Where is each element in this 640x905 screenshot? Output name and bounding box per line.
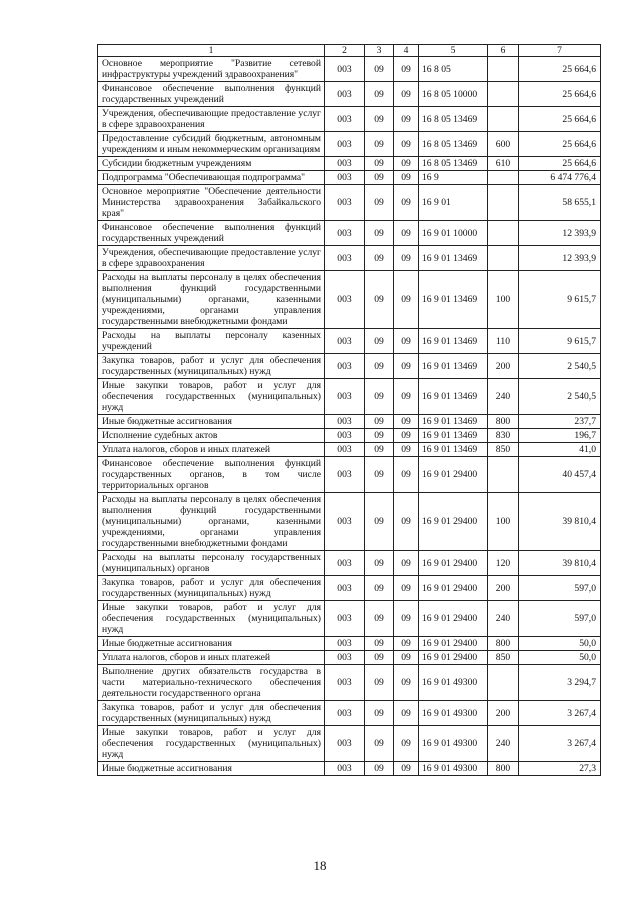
section-cell: 09 — [365, 651, 394, 665]
section-cell: 09 — [365, 221, 394, 246]
header-cell: 1 — [98, 45, 325, 57]
table-row — [98, 551, 601, 576]
code-cell: 003 — [325, 443, 365, 457]
table-row — [98, 132, 601, 157]
name-cell: Уплата налогов, сборов и иных платежей — [98, 443, 325, 457]
table-row — [98, 762, 601, 776]
name-cell: Закупка товаров, работ и услуг для обеспечения государственных (муниципальных) нужд — [98, 701, 325, 726]
target-article-cell: 16 9 01 29400 — [419, 493, 488, 551]
code-cell: 003 — [325, 171, 365, 185]
amount-cell: 6 474 776,4 — [519, 171, 601, 185]
table-row — [98, 271, 601, 329]
name-cell: Учреждения, обеспечивающие предоставление услуг в сфере здравоохранения — [98, 246, 325, 271]
name-cell: Предоставление субсидий бюджетным, автономным учреждениям и иным некоммерческим организациям — [98, 132, 325, 157]
amount-cell: 3 294,7 — [519, 665, 601, 701]
table-row — [98, 57, 601, 82]
code-cell: 003 — [325, 57, 365, 82]
subsection-cell: 09 — [394, 415, 419, 429]
amount-cell: 39 810,4 — [519, 551, 601, 576]
section-cell: 09 — [365, 601, 394, 637]
table-row — [98, 601, 601, 637]
code-cell: 003 — [325, 271, 365, 329]
code-cell: 003 — [325, 726, 365, 762]
expense-type-cell: 850 — [488, 443, 519, 457]
code-cell: 003 — [325, 221, 365, 246]
subsection-cell: 09 — [394, 82, 419, 107]
table-row — [98, 637, 601, 651]
amount-cell: 39 810,4 — [519, 493, 601, 551]
subsection-cell: 09 — [394, 726, 419, 762]
name-cell: Подпрограмма "Обеспечивающая подпрограмма" — [98, 171, 325, 185]
code-cell: 003 — [325, 637, 365, 651]
amount-cell: 25 664,6 — [519, 57, 601, 82]
expense-type-cell: 800 — [488, 637, 519, 651]
target-article-cell: 16 9 01 29400 — [419, 601, 488, 637]
code-cell: 003 — [325, 576, 365, 601]
expense-type-cell: 240 — [488, 379, 519, 415]
target-article-cell: 16 9 01 13469 — [419, 379, 488, 415]
subsection-cell: 09 — [394, 601, 419, 637]
target-article-cell: 16 9 01 29400 — [419, 551, 488, 576]
table-row — [98, 415, 601, 429]
subsection-cell: 09 — [394, 576, 419, 601]
amount-cell: 3 267,4 — [519, 726, 601, 762]
section-cell: 09 — [365, 762, 394, 776]
section-cell: 09 — [365, 157, 394, 171]
section-cell: 09 — [365, 271, 394, 329]
name-cell: Иные закупки товаров, работ и услуг для обеспечения государственных (муниципальных) нужд — [98, 726, 325, 762]
table-row — [98, 185, 601, 221]
name-cell: Закупка товаров, работ и услуг для обеспечения государственных (муниципальных) нужд — [98, 354, 325, 379]
expense-type-cell: 850 — [488, 651, 519, 665]
amount-cell: 2 540,5 — [519, 354, 601, 379]
expense-type-cell: 200 — [488, 576, 519, 601]
target-article-cell: 16 9 01 49300 — [419, 665, 488, 701]
subsection-cell: 09 — [394, 551, 419, 576]
header-cell: 2 — [325, 45, 365, 57]
amount-cell: 25 664,6 — [519, 107, 601, 132]
section-cell: 09 — [365, 246, 394, 271]
section-cell: 09 — [365, 637, 394, 651]
expense-type-cell — [488, 457, 519, 493]
table-row — [98, 457, 601, 493]
name-cell: Иные бюджетные ассигнования — [98, 637, 325, 651]
table-row — [98, 576, 601, 601]
amount-cell: 50,0 — [519, 637, 601, 651]
target-article-cell: 16 9 01 13469 — [419, 329, 488, 354]
section-cell: 09 — [365, 443, 394, 457]
table-row — [98, 651, 601, 665]
expense-type-cell: 120 — [488, 551, 519, 576]
section-cell: 09 — [365, 354, 394, 379]
name-cell: Иные закупки товаров, работ и услуг для обеспечения государственных (муниципальных) нужд — [98, 601, 325, 637]
section-cell: 09 — [365, 132, 394, 157]
section-cell: 09 — [365, 379, 394, 415]
name-cell: Учреждения, обеспечивающие предоставление услуг в сфере здравоохранения — [98, 107, 325, 132]
code-cell: 003 — [325, 157, 365, 171]
target-article-cell: 16 9 01 29400 — [419, 637, 488, 651]
target-article-cell: 16 9 01 29400 — [419, 651, 488, 665]
section-cell: 09 — [365, 457, 394, 493]
table-row — [98, 665, 601, 701]
subsection-cell: 09 — [394, 271, 419, 329]
name-cell: Закупка товаров, работ и услуг для обеспечения государственных (муниципальных) нужд — [98, 576, 325, 601]
expense-type-cell — [488, 107, 519, 132]
section-cell: 09 — [365, 107, 394, 132]
section-cell: 09 — [365, 185, 394, 221]
code-cell: 003 — [325, 354, 365, 379]
target-article-cell: 16 9 01 — [419, 185, 488, 221]
amount-cell: 50,0 — [519, 651, 601, 665]
subsection-cell: 09 — [394, 354, 419, 379]
code-cell: 003 — [325, 429, 365, 443]
section-cell: 09 — [365, 576, 394, 601]
target-article-cell: 16 8 05 10000 — [419, 82, 488, 107]
target-article-cell: 16 9 — [419, 171, 488, 185]
table-row — [98, 354, 601, 379]
subsection-cell: 09 — [394, 651, 419, 665]
amount-cell: 25 664,6 — [519, 82, 601, 107]
target-article-cell: 16 9 01 13469 — [419, 415, 488, 429]
code-cell: 003 — [325, 329, 365, 354]
code-cell: 003 — [325, 246, 365, 271]
target-article-cell: 16 9 01 13469 — [419, 429, 488, 443]
target-article-cell: 16 8 05 — [419, 57, 488, 82]
amount-cell: 2 540,5 — [519, 379, 601, 415]
expense-type-cell: 610 — [488, 157, 519, 171]
name-cell: Расходы на выплаты персоналу в целях обеспечения выполнения функций государственными (муниципальными) органами, казенными учреждениями, органами управления государственными внебюджетными фондами — [98, 271, 325, 329]
name-cell: Расходы на выплаты персоналу казенных учреждений — [98, 329, 325, 354]
amount-cell: 12 393,9 — [519, 221, 601, 246]
subsection-cell: 09 — [394, 637, 419, 651]
target-article-cell: 16 9 01 13469 — [419, 271, 488, 329]
name-cell: Основное мероприятие "Развитие сетевой инфраструктуры учреждений здравоохранения" — [98, 57, 325, 82]
target-article-cell: 16 9 01 13469 — [419, 354, 488, 379]
expense-type-cell: 100 — [488, 271, 519, 329]
amount-cell: 25 664,6 — [519, 157, 601, 171]
expense-type-cell — [488, 246, 519, 271]
amount-cell: 27,3 — [519, 762, 601, 776]
header-cell: 5 — [419, 45, 488, 57]
code-cell: 003 — [325, 762, 365, 776]
amount-cell: 3 267,4 — [519, 701, 601, 726]
code-cell: 003 — [325, 82, 365, 107]
table-row — [98, 726, 601, 762]
amount-cell: 196,7 — [519, 429, 601, 443]
table-row — [98, 443, 601, 457]
name-cell: Иные бюджетные ассигнования — [98, 415, 325, 429]
subsection-cell: 09 — [394, 701, 419, 726]
name-cell: Расходы на выплаты персоналу государственных (муниципальных) органов — [98, 551, 325, 576]
amount-cell: 237,7 — [519, 415, 601, 429]
name-cell: Иные закупки товаров, работ и услуг для обеспечения государственных (муниципальных) нужд — [98, 379, 325, 415]
expense-type-cell: 800 — [488, 415, 519, 429]
amount-cell: 40 457,4 — [519, 457, 601, 493]
amount-cell: 25 664,6 — [519, 132, 601, 157]
target-article-cell: 16 9 01 49300 — [419, 726, 488, 762]
name-cell: Основное мероприятие "Обеспечение деятельности Министерства здравоохранения Забайкальского края" — [98, 185, 325, 221]
page-number: 18 — [313, 858, 327, 873]
expense-type-cell: 240 — [488, 726, 519, 762]
expense-type-cell: 830 — [488, 429, 519, 443]
expense-type-cell: 200 — [488, 701, 519, 726]
amount-cell: 597,0 — [519, 576, 601, 601]
section-cell: 09 — [365, 415, 394, 429]
name-cell: Субсидии бюджетным учреждениям — [98, 157, 325, 171]
subsection-cell: 09 — [394, 429, 419, 443]
section-cell: 09 — [365, 493, 394, 551]
code-cell: 003 — [325, 457, 365, 493]
header-cell: 4 — [394, 45, 419, 57]
table-row — [98, 329, 601, 354]
subsection-cell: 09 — [394, 762, 419, 776]
header-row — [98, 45, 601, 57]
amount-cell: 58 655,1 — [519, 185, 601, 221]
subsection-cell: 09 — [394, 665, 419, 701]
amount-cell: 9 615,7 — [519, 329, 601, 354]
expense-type-cell: 800 — [488, 762, 519, 776]
table-row — [98, 107, 601, 132]
name-cell: Уплата налогов, сборов и иных платежей — [98, 651, 325, 665]
subsection-cell: 09 — [394, 457, 419, 493]
section-cell: 09 — [365, 171, 394, 185]
expense-type-cell: 600 — [488, 132, 519, 157]
target-article-cell: 16 9 01 13469 — [419, 443, 488, 457]
expense-type-cell: 200 — [488, 354, 519, 379]
expense-type-cell — [488, 57, 519, 82]
section-cell: 09 — [365, 665, 394, 701]
name-cell: Финансовое обеспечение выполнения функций государственных органов, в том числе территориальных органов — [98, 457, 325, 493]
code-cell: 003 — [325, 701, 365, 726]
subsection-cell: 09 — [394, 221, 419, 246]
code-cell: 003 — [325, 379, 365, 415]
table-row — [98, 157, 601, 171]
subsection-cell: 09 — [394, 171, 419, 185]
target-article-cell: 16 9 01 49300 — [419, 762, 488, 776]
subsection-cell: 09 — [394, 443, 419, 457]
section-cell: 09 — [365, 57, 394, 82]
code-cell: 003 — [325, 651, 365, 665]
table-row — [98, 429, 601, 443]
name-cell: Расходы на выплаты персоналу в целях обеспечения выполнения функций государственными (муниципальными) органами, казенными учреждениями, органами управления государственными внебюджетными фондами — [98, 493, 325, 551]
table-row — [98, 82, 601, 107]
code-cell: 003 — [325, 493, 365, 551]
amount-cell: 597,0 — [519, 601, 601, 637]
expense-type-cell — [488, 665, 519, 701]
code-cell: 003 — [325, 551, 365, 576]
expense-type-cell: 100 — [488, 493, 519, 551]
amount-cell: 9 615,7 — [519, 271, 601, 329]
code-cell: 003 — [325, 185, 365, 221]
subsection-cell: 09 — [394, 329, 419, 354]
name-cell: Иные бюджетные ассигнования — [98, 762, 325, 776]
table-row — [98, 379, 601, 415]
section-cell: 09 — [365, 726, 394, 762]
name-cell: Финансовое обеспечение выполнения функций государственных учреждений — [98, 82, 325, 107]
table-row — [98, 171, 601, 185]
target-article-cell: 16 8 05 13469 — [419, 132, 488, 157]
target-article-cell: 16 9 01 29400 — [419, 457, 488, 493]
amount-cell: 41,0 — [519, 443, 601, 457]
amount-cell: 12 393,9 — [519, 246, 601, 271]
header-cell: 7 — [519, 45, 601, 57]
expense-type-cell — [488, 221, 519, 246]
section-cell: 09 — [365, 429, 394, 443]
code-cell: 003 — [325, 132, 365, 157]
budget-table — [97, 44, 601, 776]
table-row — [98, 246, 601, 271]
table-row — [98, 493, 601, 551]
section-cell: 09 — [365, 82, 394, 107]
subsection-cell: 09 — [394, 157, 419, 171]
target-article-cell: 16 9 01 10000 — [419, 221, 488, 246]
subsection-cell: 09 — [394, 493, 419, 551]
name-cell: Финансовое обеспечение выполнения функций государственных учреждений — [98, 221, 325, 246]
header-cell: 3 — [365, 45, 394, 57]
header-cell: 6 — [488, 45, 519, 57]
subsection-cell: 09 — [394, 107, 419, 132]
code-cell: 003 — [325, 601, 365, 637]
expense-type-cell — [488, 82, 519, 107]
subsection-cell: 09 — [394, 379, 419, 415]
subsection-cell: 09 — [394, 132, 419, 157]
section-cell: 09 — [365, 551, 394, 576]
subsection-cell: 09 — [394, 57, 419, 82]
subsection-cell: 09 — [394, 246, 419, 271]
expense-type-cell: 110 — [488, 329, 519, 354]
target-article-cell: 16 8 05 13469 — [419, 157, 488, 171]
expense-type-cell — [488, 171, 519, 185]
subsection-cell: 09 — [394, 185, 419, 221]
section-cell: 09 — [365, 329, 394, 354]
target-article-cell: 16 9 01 49300 — [419, 701, 488, 726]
name-cell: Выполнение других обязательств государства в части материально-технического обеспечения деятельности государственного органа — [98, 665, 325, 701]
code-cell: 003 — [325, 107, 365, 132]
expense-type-cell: 240 — [488, 601, 519, 637]
expense-type-cell — [488, 185, 519, 221]
target-article-cell: 16 9 01 29400 — [419, 576, 488, 601]
code-cell: 003 — [325, 665, 365, 701]
target-article-cell: 16 8 05 13469 — [419, 107, 488, 132]
table-row — [98, 701, 601, 726]
code-cell: 003 — [325, 415, 365, 429]
section-cell: 09 — [365, 701, 394, 726]
table-row — [98, 221, 601, 246]
name-cell: Исполнение судебных актов — [98, 429, 325, 443]
target-article-cell: 16 9 01 13469 — [419, 246, 488, 271]
